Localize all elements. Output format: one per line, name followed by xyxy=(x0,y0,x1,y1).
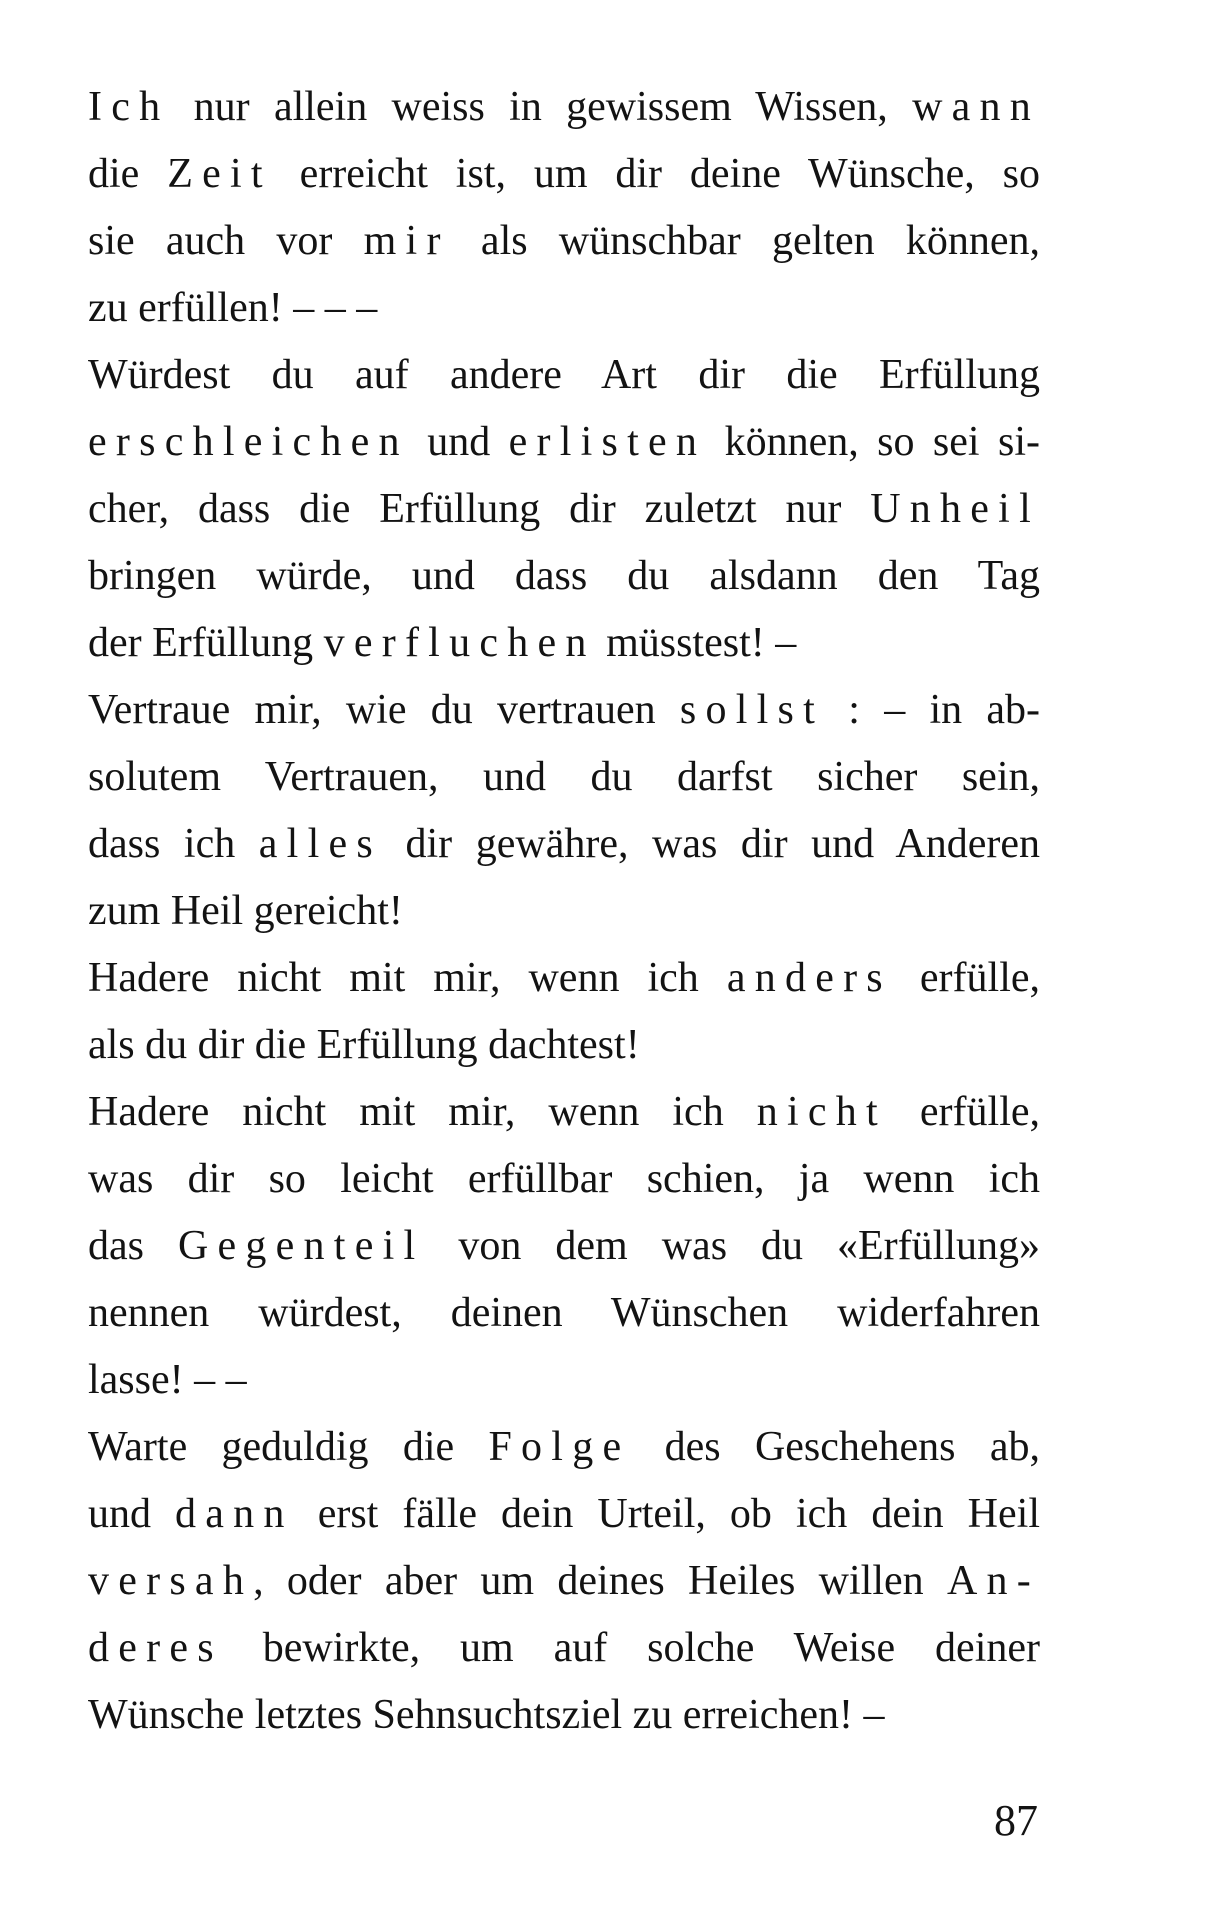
text-run: Vertraue mir, wie du vertrauen xyxy=(88,687,680,733)
paragraph xyxy=(88,1414,1040,1749)
text-run: nennen würdest, deinen Wünschen widerfahren xyxy=(88,1290,1040,1336)
text-run: erst fälle dein Urteil, ob ich dein Heil xyxy=(293,1491,1040,1537)
text-line xyxy=(88,543,1040,610)
text-run: als du dir die Erfüllung dachtest! xyxy=(88,1022,640,1068)
text-run: erfülle, xyxy=(886,1089,1041,1135)
text-run: dir gewähre, was dir und Anderen xyxy=(381,821,1040,867)
text-line xyxy=(88,208,1040,275)
text-line xyxy=(88,1012,1040,1079)
text-line xyxy=(88,342,1040,409)
text-line xyxy=(88,275,1040,342)
text-line xyxy=(88,1280,1040,1347)
text-run: Wünsche letztes Sehnsuchtsziel zu erreichen! – xyxy=(88,1692,885,1738)
emphasized-word: anders xyxy=(726,955,892,1001)
text-run: und xyxy=(408,419,509,465)
text-run: dass ich xyxy=(88,821,259,867)
text-line xyxy=(88,1548,1040,1615)
text-line xyxy=(88,744,1040,811)
emphasized-word: verfluchen xyxy=(323,620,596,666)
text-run: das xyxy=(88,1223,178,1269)
text-line xyxy=(88,1615,1040,1682)
text-run: müsstest! – xyxy=(595,620,797,666)
text-line xyxy=(88,811,1040,878)
text-line xyxy=(88,1079,1040,1146)
paragraph xyxy=(88,342,1040,677)
text-run: erreicht ist, um dir deine Wünsche, so xyxy=(271,151,1040,197)
text-run: bewirkte, um auf solche Weise deiner xyxy=(222,1625,1040,1671)
text-line xyxy=(88,945,1040,1012)
emphasized-word: nicht xyxy=(756,1089,887,1135)
emphasized-word: An- xyxy=(946,1558,1040,1604)
text-run: von dem was du «Erfüllung» xyxy=(424,1223,1040,1269)
text-run: und xyxy=(88,1491,176,1537)
emphasized-word: dann xyxy=(175,1491,294,1537)
emphasized-word: erlisten xyxy=(508,419,707,465)
text-run: zum Heil gereicht! xyxy=(88,888,403,934)
text-line xyxy=(88,1481,1040,1548)
text-run: : – in ab- xyxy=(824,687,1041,733)
text-run: als wünschbar gelten können, xyxy=(449,218,1040,264)
emphasized-word: versah xyxy=(88,1558,254,1604)
text-run: solutem Vertrauen, und du darfst sicher sein, xyxy=(88,754,1040,800)
text-run: Würdest du auf andere Art dir die Erfüllung xyxy=(88,352,1040,398)
text-run: lasse! – – xyxy=(88,1357,247,1403)
paragraph xyxy=(88,945,1040,1079)
text-run: zu erfüllen! – – – xyxy=(88,285,378,331)
emphasized-word: alles xyxy=(258,821,382,867)
emphasized-word: sollst xyxy=(679,687,825,733)
emphasized-word: erschleichen xyxy=(88,419,409,465)
text-run: Warte geduldig die xyxy=(88,1424,489,1470)
text-run: Hadere nicht mit mir, wenn ich xyxy=(88,1089,757,1135)
text-line xyxy=(88,476,1040,543)
emphasized-word: Ich xyxy=(88,84,170,130)
text-run: Hadere nicht mit mir, wenn ich xyxy=(88,955,727,1001)
paragraph xyxy=(88,1079,1040,1414)
text-line xyxy=(88,1213,1040,1280)
emphasized-word: deres xyxy=(88,1625,223,1671)
text-line xyxy=(88,74,1040,141)
emphasized-word: Gegenteil xyxy=(177,1223,425,1269)
page-number: 87 xyxy=(994,1796,1038,1845)
text-line xyxy=(88,610,1040,677)
text-run: des Geschehens ab, xyxy=(630,1424,1040,1470)
text-run: was dir so leicht erfüllbar schien, ja wenn ich xyxy=(88,1156,1040,1202)
paragraph xyxy=(88,677,1040,945)
emphasized-word: Unheil xyxy=(870,486,1040,532)
text-run: bringen würde, und dass du alsdann den Tag xyxy=(88,553,1040,599)
text-run: cher, dass die Erfüllung dir zuletzt nur xyxy=(88,486,871,532)
text-run: die xyxy=(88,151,168,197)
emphasized-word: Folge xyxy=(488,1424,631,1470)
emphasized-word: Zeit xyxy=(167,151,272,197)
text-line xyxy=(88,878,1040,945)
text-line xyxy=(88,409,1040,476)
text-run: der Erfüllung xyxy=(88,620,324,666)
text-line xyxy=(88,1146,1040,1213)
text-run: , oder aber um deines Heiles willen xyxy=(253,1558,947,1604)
text-line xyxy=(88,677,1040,744)
emphasized-word: mir xyxy=(363,218,450,264)
text-run: nur allein weiss in gewissem Wissen, xyxy=(169,84,913,130)
text-run: können, so sei si- xyxy=(706,419,1040,465)
emphasized-word: wann xyxy=(912,84,1040,130)
text-line xyxy=(88,1347,1040,1414)
paragraph xyxy=(88,74,1040,342)
text-run: sie auch vor xyxy=(88,218,364,264)
text-line xyxy=(88,1682,1040,1749)
text-line xyxy=(88,1414,1040,1481)
text-run: erfülle, xyxy=(891,955,1041,1001)
text-block xyxy=(88,74,1040,1749)
text-line xyxy=(88,141,1040,208)
